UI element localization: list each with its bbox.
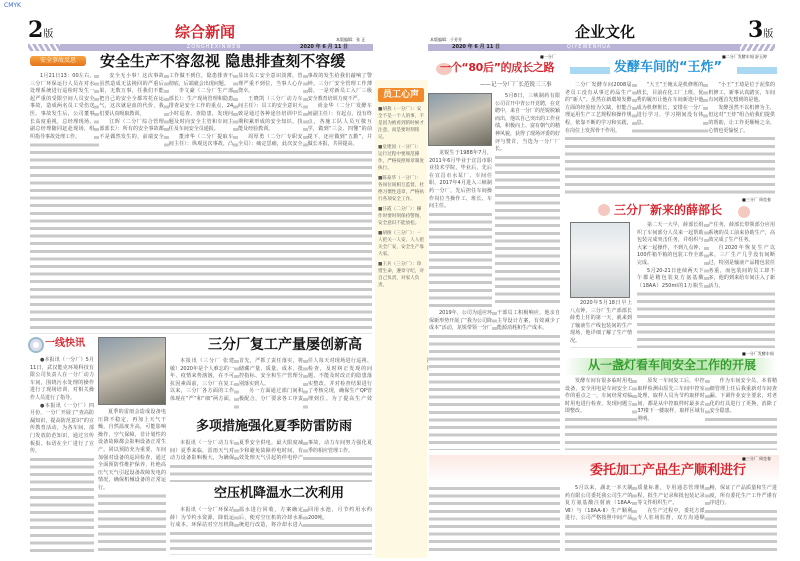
voice-item: ■汪霞（二分厂）：操作时要时刻保持警惕，安全意识不能放松。 (378, 207, 424, 226)
paragraph: 尚金华（二分厂发酵车间副主任）：有起点，没有终点，各施工队人员互敬互学，做到“三会、四懂”的前提下，还应做到“五勤”，并做长本报，共同提高。 (307, 103, 372, 148)
paragraph: 本报讯（三分厂 张建敏）2020年是个人难忘的一年，疫情来势汹汹，在不可抗因素面前，三分厂在复工以来，三分厂各方面的工作体现在“严”和“细”两方面，首先，严抓了责任落实，将储藏产量、质量、成本、批控指标、安全和生产管理分别落实到人。 (170, 358, 303, 410)
story-headline: 一个“80后”的成长之路 (440, 61, 555, 74)
paragraph: 发酵虽然不以机修为主，但这对“王炸”组合给我们提供的帮助，让工作更顺畅之余，心情也更愉悦了。 (708, 104, 775, 134)
paragraph: “大王”王俺太是机修班的班长，目前在化工厂上班。优秀的履历让他在车间新选中他成为机修班长，安排在一分厂进行学习，学习期间没有休息。 (636, 82, 704, 126)
story-body (429, 485, 560, 555)
headline-bar (737, 67, 777, 74)
paragraph: 5月以来，湖北一本天制药有限公司委托我公司生产的复方氨基酸注射液（18AA-Ⅶ）与（18AA-Ⅱ）生产顺利进行，公司严格按照中间产品质量标准，专用通芯管理规程，批生产记录和批包装记录等文件组织生产。 (565, 485, 705, 522)
voice-item: ■胡燕（一分厂）：安全不是一个人的事，不是因为被看到的时候才注意，而是要时刻铭记。 (378, 107, 424, 140)
workshop-photo (98, 337, 166, 405)
voice-item: ■胡俊（三分厂）：一人把关一人安，人人把关全厂安，安全生产靠大家。 (378, 231, 424, 257)
paragraph: 第二天一大早，薛部长组织了车间部分人员来一起帮助包装完成突击任务，并组织与大家一起操作，不到九点钟，100件箱半箱的包装工作全部完成。 (637, 222, 704, 266)
page-number-right (748, 18, 773, 47)
headline-decoration (598, 204, 610, 216)
page-no: 2 (28, 17, 44, 43)
editor-right: 本版编辑：于芳芳 (430, 37, 462, 42)
byline: ■二分厂发酵车间 舒玉婷 (722, 54, 768, 59)
paragraph: 江晖（二分厂综合管理部部长）：所有的安全事故都不是偶然发生的，前端安全工作做不到位，隐患排查不彻底，后端就会出现问题。 (99, 73, 233, 149)
article-body (170, 507, 372, 555)
paragraph: 原发一车间复工后，中控取样检测由原先三车间中控室处理，取样人员为节约取样时间，都是从中控取样时最多去37楼下一楼取样，取样区域有照明。 (637, 378, 705, 422)
article-headline: 多项措施强化夏季防雷防雨 (196, 419, 353, 434)
story-headline: 发酵车间的“王炸” (614, 60, 723, 75)
section-bar-left: ZONGHEXINWEN (55, 44, 373, 51)
story-body (565, 485, 777, 555)
employee-voices-sidebar (375, 80, 427, 558)
paragraph: 安全无小事！这次事故虽然造成无法挽回的严重后果，无数万事，任我们不能把自己的安全全都寄托在运气，这次就是血的代价，我们要认真吸取教训。 (99, 73, 164, 117)
paragraph: “小王”王琦是位于泥浆的机修工，新事认真踏实，车间有问题首先想到的是他。 (708, 82, 775, 104)
headline-decoration (738, 206, 750, 218)
story-body (570, 300, 632, 348)
factory-visit-photo (428, 93, 492, 146)
paragraph: 2019年，公司为适应环保新形势开展了“我为公司降成本”活动，龙锐带领一分厂干部员工积极响应，他亲自主导设计方案，有效减少了能源消耗和生产成本。 (429, 310, 560, 332)
article-body-cont (98, 409, 166, 555)
paragraph: ●本报讯（一分厂）5月11日，武汉能克环境科技有限公司负责人在一分厂动力车间，围绕污水处理的操作进行了现场培训，对相关操作人员进行了指导。 (30, 357, 94, 401)
lead-headline: 安全生产不容忽视 隐患排查刻不容缓 (100, 52, 346, 70)
cmyk-mark: CMYK (4, 2, 21, 9)
article-body (170, 440, 372, 482)
paragraph: 另一方面通过部门间积极配合，分厂要求各工序责任人每天对现场进行巡视、检查，及时纠正发现的问题，不能及时改正的隐患落实整改，并对检查结果进行了考核兑现，确保生产QP管理到位。为了提高生产效 全 企 (239, 358, 441, 410)
paragraph: 王晓凯（三分厂动力车间主任）：员工的安全意识大致是通过各种途径培训中长期积累形成的安全知识、技能及经验教训。 (238, 95, 303, 133)
flash-logo-icon (28, 337, 44, 353)
date-left: 2020 年 6 月 11 日 (300, 44, 349, 50)
stripe-decoration (28, 44, 60, 51)
byline: ■三分厂 周克春 (742, 197, 772, 202)
paragraph: 李文豪（二分厂生产部部长）：生产现场管理和隐患排查是安全工作的重点，24小时巡查、查隐患，发现问题及时向安全主管和车间主任及车间安全员通报。 (168, 88, 234, 133)
article-headline: 空压机降温水二次利用 (214, 486, 345, 501)
byline: ■一分厂 (540, 54, 556, 59)
paragraph: 作为车间安全员，本着精细管理上任后我重新对车间查漏、下调作业安全要求，对老化的灯具进行了更换，消除了安全隐患。 (709, 378, 777, 415)
lead-article-body (30, 73, 372, 334)
story-body (429, 150, 492, 308)
article-headline: 三分厂复工产量屡创新高 (208, 337, 362, 353)
paragraph: 周厚勇（二分厂专职安全员）：痛定思痛，此次安全事故的发生给我们敲响了警钟。三分厂安全管理工作薄弱，一是对新员工入厂三级安全教育培训力度不严。 (238, 73, 372, 148)
article-body (170, 358, 431, 410)
page-unit: 版 (43, 29, 54, 40)
story-body (637, 222, 775, 348)
story-body (429, 310, 560, 450)
paragraph: 5月8日，三峡制药有限公司召开中青公开竞聘，在竞聘中，来自一分厂的范锐脱颖而出，他以自己突出的工作业绩，积极向上、富有朝气的精神风貌，获得了现场评委的好评与赞许，当选为一分厂厂长。 (495, 93, 561, 153)
paragraph: 5月20-21日连续两天下午都是精包装复方氨基酸（18AA）250ml的1万瓶生产任务，薛部长带领部分应用系统的员工前来协助生产，高效完成了生产任务。 (637, 222, 775, 289)
paragraph: 二分厂发酵车间2008届老员工没有从事过药品生产的“新人”，虽然在新環境发酵方面的经验较为欠缺，但能合理运用生产工艺规程和操作规程，依靠不断的学习和实践，在岗位上发挥骨干作用。 (565, 82, 632, 134)
date-right: 2020 年 6 月 11 日 (452, 44, 501, 50)
paragraph: 发酵车间有很多临时用电设备，安全用电是车间安全工作的重点之一，车间经常对临时用电进行检查，发现问题立即整改。 (565, 378, 633, 415)
headline-bar (570, 67, 610, 74)
page-no: 3 (748, 17, 764, 43)
voice-item: ■王兵（三分厂）：珍惜生命，遵章守纪，对自己负责，对家人负责。 (378, 262, 424, 288)
stripe-decoration (740, 44, 775, 51)
section-bar-right: QIYEWENHUA (428, 44, 750, 51)
page-number-left (28, 18, 53, 47)
flash-news-body (30, 357, 94, 555)
flash-title: 一线快讯 (45, 338, 85, 349)
voice-item: ■陈泰华（一分厂）：各岗位间相互监督，杜绝习惯性违章，严格执行各项安全工作。 (378, 176, 424, 202)
paragraph: 1月21日13：00左右，三分厂环保运行人员在对水处理系统进行巡检时发生一起严重的受限空间人员安全事故，造成两名员工受伤送医。事故发生后，公司董事长高度重视，总经理现场、副总经理随同赶赴现场，组织指导事故处理工作。 (30, 73, 95, 140)
paragraph: 本报讯（一分厂环保站 薛）为节约水资源，降低运行成本，环保站对空压机降温水进行回收，方案确定后，便对空压机的冷却水系统进行改造，将冷却水进入回用水池，月节约用水约200吨。 (170, 507, 372, 529)
paragraph: 本报讯（一分厂动力车间）夏季来临，雷雨天气对动力设备影响极大，为确保夏季安全供电，最大限度减少和避免故障停电时间，有效处理天气引起的停电停产事故，动力车间努力强化夏季的相应管理工作。 (170, 440, 372, 462)
paragraph: 夏季的雷雨会造成设备电压降不稳定，再加上天气干燥，自然温度升高，可能影响操作，空气保障，非计划性的设备故障都会影响设备正常生产。同以预防充为重要，车间加强对设备的巡回检查，通过全面预防性维护保养，杜绝高压气天气引起设备故障发电的情况，确保机械设备的正常运行。 (98, 409, 166, 491)
paragraph: 龙锐生于1988年7月，2011年6月毕业于宜昌市职业技术学院，毕业后，先后在宜昌市水泵厂、车间任职，2017年4月进入三峡制药一分厂，先后担任车间操作岗位当操作工、班长、车间主任。 (429, 150, 492, 210)
editor-left: 本版编辑：张 正 (336, 37, 366, 42)
voices-title: 员工心声 (378, 88, 424, 102)
story-body (495, 93, 560, 308)
byline: ■一分厂发酵车间 (742, 351, 774, 356)
story-headline: 三分厂新来的薛部长 (614, 203, 723, 217)
story-body (565, 378, 777, 450)
page-unit: 版 (763, 29, 774, 40)
section-title-left: 综合新闻 (175, 23, 236, 41)
story-body (565, 82, 775, 194)
byline: ■三分厂 周克春 (742, 456, 772, 461)
category-badge: 安全事故反思 (30, 56, 86, 66)
story-headline: 从一盏灯看车间安全工作的开展 (588, 358, 757, 372)
paragraph: 在生产过程中，委托方派专人驻场监督，双方沟通顺畅，保证了产品质量和生产进度，所有委托生产工作严谨有序进行。 (637, 485, 777, 522)
section-title-right: 企业文化 (575, 23, 636, 41)
paragraph: 董津华（二分厂提取车间主任）：纵观这次事故，凸显出员工安全意识淡薄，管理严重不到位，当事人心存侥幸。 (168, 73, 303, 148)
paragraph: 2020年5月18日早上八点钟，三分厂生产部部长薛勇上任的第一天，就来到了输液生产线包装间的生产现场，他详细了解了生产情况。 (570, 300, 632, 344)
worker-photo (570, 222, 630, 298)
voice-item: ■皇建国（一分厂）：运行过程中要规范操作，严格按照规章制度执行。 (378, 145, 424, 171)
story-headline: 委托加工产品生产顺利进行 (590, 463, 747, 478)
paragraph: ●本报讯（一分厂）四月份，一分厂开展了“查高防漏知识，提高防范意识”的宣传教育活动，为各车间、部门发放防范知识，通过宣传板报、标语在全厂进行了宣传。 (30, 402, 94, 455)
paragraph: 自2020年恢复生产以来，三厂生产几乎没有间断过，特别是输液产品精包装任务重，而包装间的员工却不多，他的到来给车间注入了新活力。 (708, 244, 775, 289)
story-subtitle: ——记一分厂厂长范锐三三事 (480, 82, 552, 88)
